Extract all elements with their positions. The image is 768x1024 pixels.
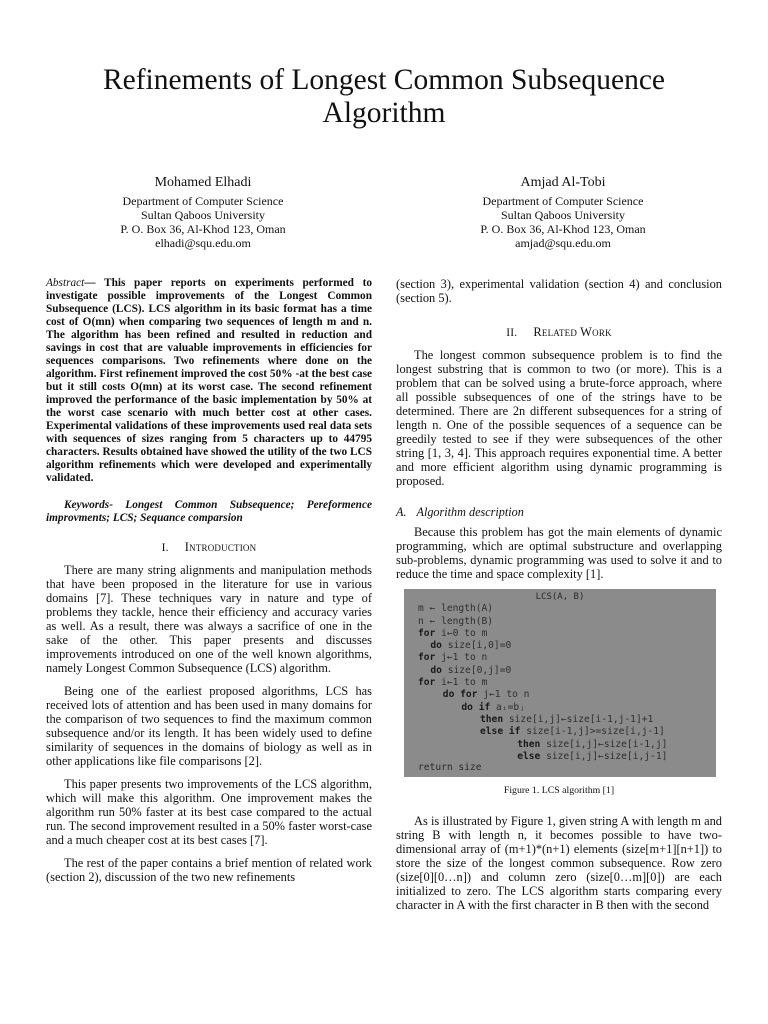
pseudocode-text: size[i,j]←size[i-1,j-1]+1 [503, 713, 654, 725]
pseudocode-keyword: for [418, 677, 436, 689]
author-email: elhadi@squ.edu.om [155, 236, 251, 250]
pseudocode-text: size[i,0]=0 [441, 640, 512, 652]
subsection-title: Algorithm description [416, 505, 524, 519]
abstract-text: — This paper reports on experiments performed to investigate possible improvements of the Longest Common Subsequence (LCS). LCS algorithm in its basic format has a time cost of O(mn) when comparing two sequences of length m and n. The algorithm has been refined and resulted in reduction and savings in cost that are valuable improvements in efficiencies for sequences comparisons. Two refinements where done on the algorithm. First refinement improved the cost 50% -at the best case but it still costs O(mn) at its worst case. The second refinement improved the performance of the basic implementation by 50% at the worst case scenario with much better cost at other cases. Experimental validations of these improvements used real data sets with sequences of sizes ranging from 5 characters up to 44795 characters. Results obtained have showed the utility of the two LCS algorithm refinements which were developed and experimentally validated. [46, 277, 372, 484]
section-number: II. [506, 327, 518, 339]
pseudocode-line [404, 640, 716, 652]
pseudocode-keyword: then [480, 713, 504, 725]
paper-title: Refinements of Longest Common Subsequence Algorithm [102, 64, 666, 129]
pseudocode-keyword: for [418, 652, 436, 664]
pseudocode-keyword: do for [442, 689, 478, 701]
pseudocode-line [404, 628, 716, 640]
abstract-label: Abstract [46, 277, 85, 289]
pseudocode-return-line: return size [418, 761, 482, 773]
pseudocode-title: LCS(A, B) [535, 592, 585, 602]
pseudocode-text: size[i,j]←size[i,j-1] [540, 750, 668, 762]
algorithm-paragraph-2: As is illustrated by Figure 1, given string A with length m and string B with length n, it becomes possible to have two-dimensional array of (m+1)*(n+1) elements (size[m+1][n+1]) to store the size of the longest common subsequence. Row zero (size[0][0…n]) and column zero (size[0…m][0]) are each initialized to zero. The LCS algorithm starts comparing every character in A with the first character in B then with the second [396, 814, 722, 912]
pseudocode-line [404, 702, 716, 714]
author-department: Department of Computer Science [482, 194, 644, 208]
author-block-2 [413, 174, 713, 250]
keywords: Keywords- Longest Common Subsequence; Pereformence improvments; LCS; Sequance comparsion [46, 499, 372, 524]
author-name: Amjad Al-Tobi [520, 175, 606, 190]
pseudocode-keyword: do [430, 664, 442, 676]
pseudocode-text: n ← length(B) [418, 615, 494, 627]
author-address: P. O. Box 36, Al-Khod 123, Oman [480, 222, 646, 236]
pseudocode-text: i←1 to m [435, 677, 488, 689]
pseudocode-keyword: do [430, 640, 442, 652]
section-heading-introduction [46, 540, 372, 555]
pseudocode-text: size[i-1,j]>=size[i,j-1] [520, 726, 665, 738]
pseudocode-text: i←0 to m [435, 627, 488, 639]
figure-caption: Figure 1. LCS algorithm [1] [503, 785, 615, 796]
pseudocode-keyword: else [517, 750, 541, 762]
pseudocode-keyword: else if [480, 726, 521, 738]
author-address: P. O. Box 36, Al-Khod 123, Oman [120, 222, 286, 236]
abstract [46, 277, 372, 485]
pseudocode-line [404, 652, 716, 664]
pseudocode-text: j←1 to n [435, 652, 488, 664]
pseudocode-line [404, 739, 716, 751]
intro-paragraph-1: There are many string alignments and manipulation methods that have been proposed in the literature for use in various domains [7]. These techniques vary in nature and type of problems they tackle, hence their efficiency and accuracy varies as well. As a result, there was always a sacrifice of one in the sake of the other. This paper presents and discusses improvements introduced on one of the well known algorithms, namely Longest Common Subsequence (LCS) algorithm. [46, 563, 372, 675]
pseudocode-keyword: do if [461, 701, 491, 713]
right-column [396, 277, 722, 912]
author-name: Mohamed Elhadi [154, 175, 252, 190]
pseudocode-text: aᵢ=bⱼ [490, 701, 525, 713]
intro-paragraph-2: Being one of the earliest proposed algorithms, LCS has received lots of attention and has been used in many domains for the comparison of two sequences to find the maximum common subsequence and/or its length. It has been widely used to define similarity of sequences in the domains of biology as well as in other applications like file comparisons [2]. [46, 684, 372, 768]
pseudocode-text: size[i,j]←size[i-1,j] [540, 738, 668, 750]
subsection-heading-algorithm-description [396, 505, 722, 519]
author-university: Sultan Qaboos University [141, 208, 265, 222]
pseudocode-keyword: then [517, 738, 541, 750]
pseudocode-line [404, 677, 716, 689]
section-title: Related Work [533, 325, 612, 339]
intro-paragraph-4: The rest of the paper contains a brief mention of related work (section 2), discussion of the two new refinements [46, 856, 372, 884]
intro-paragraph-3: This paper presents two improvements of the LCS algorithm, which will make this algorithm. One improvement makes the algorithm run 50% faster at its best case compared to the actual run. The second improvement resulted in a 50% faster worst-case and a much cheaper cost at its best cases [7]. [46, 777, 372, 847]
section-heading-related-work [396, 325, 722, 340]
pseudocode-line [404, 726, 716, 738]
related-work-paragraph: The longest common subsequence problem is to find the longest substring that is common to two (or more). This is a problem that can be solved using a brute-force approach, where all possible subsequences of one of the strings have to be determined. There are 2n different subsequences for a string of length n. One of the possible sequences of a sequence can be greedily tested to see if they were subsequences of the other string [1, 3, 4]. This approach requires exponential time. A better and more efficient algorithm using dynamic programming is proposed. [396, 348, 722, 488]
pseudocode-line [404, 616, 716, 628]
pseudocode-line [404, 714, 716, 726]
section-number: I. [161, 542, 169, 554]
pseudocode-text: m ← length(A) [418, 603, 494, 615]
pseudocode-text: size[0,j]=0 [441, 664, 512, 676]
pseudocode-lines [404, 603, 716, 763]
author-university: Sultan Qaboos University [501, 208, 625, 222]
author-email: amjad@squ.edu.om [515, 236, 611, 250]
intro-paragraph-4-continued: (section 3), experimental validation (section 4) and conclusion (section 5). [396, 277, 722, 305]
subsection-number: A. [396, 505, 407, 519]
pseudocode-line [404, 665, 716, 677]
figure-lcs-pseudocode [404, 589, 716, 777]
pseudocode-line [404, 603, 716, 615]
pseudocode-text: j←1 to n [477, 689, 530, 701]
left-column [46, 277, 372, 884]
author-department: Department of Computer Science [122, 194, 284, 208]
pseudocode-line [404, 689, 716, 701]
pseudocode-keyword: for [418, 627, 436, 639]
algorithm-paragraph-1: Because this problem has got the main elements of dynamic programming, which are optimal substructure and overlapping sub-problems, dynamic programming was used to solve it and to reduce the time and space complexity [1]. [396, 525, 722, 581]
section-title: Introduction [184, 540, 257, 554]
author-block-1 [53, 174, 353, 250]
